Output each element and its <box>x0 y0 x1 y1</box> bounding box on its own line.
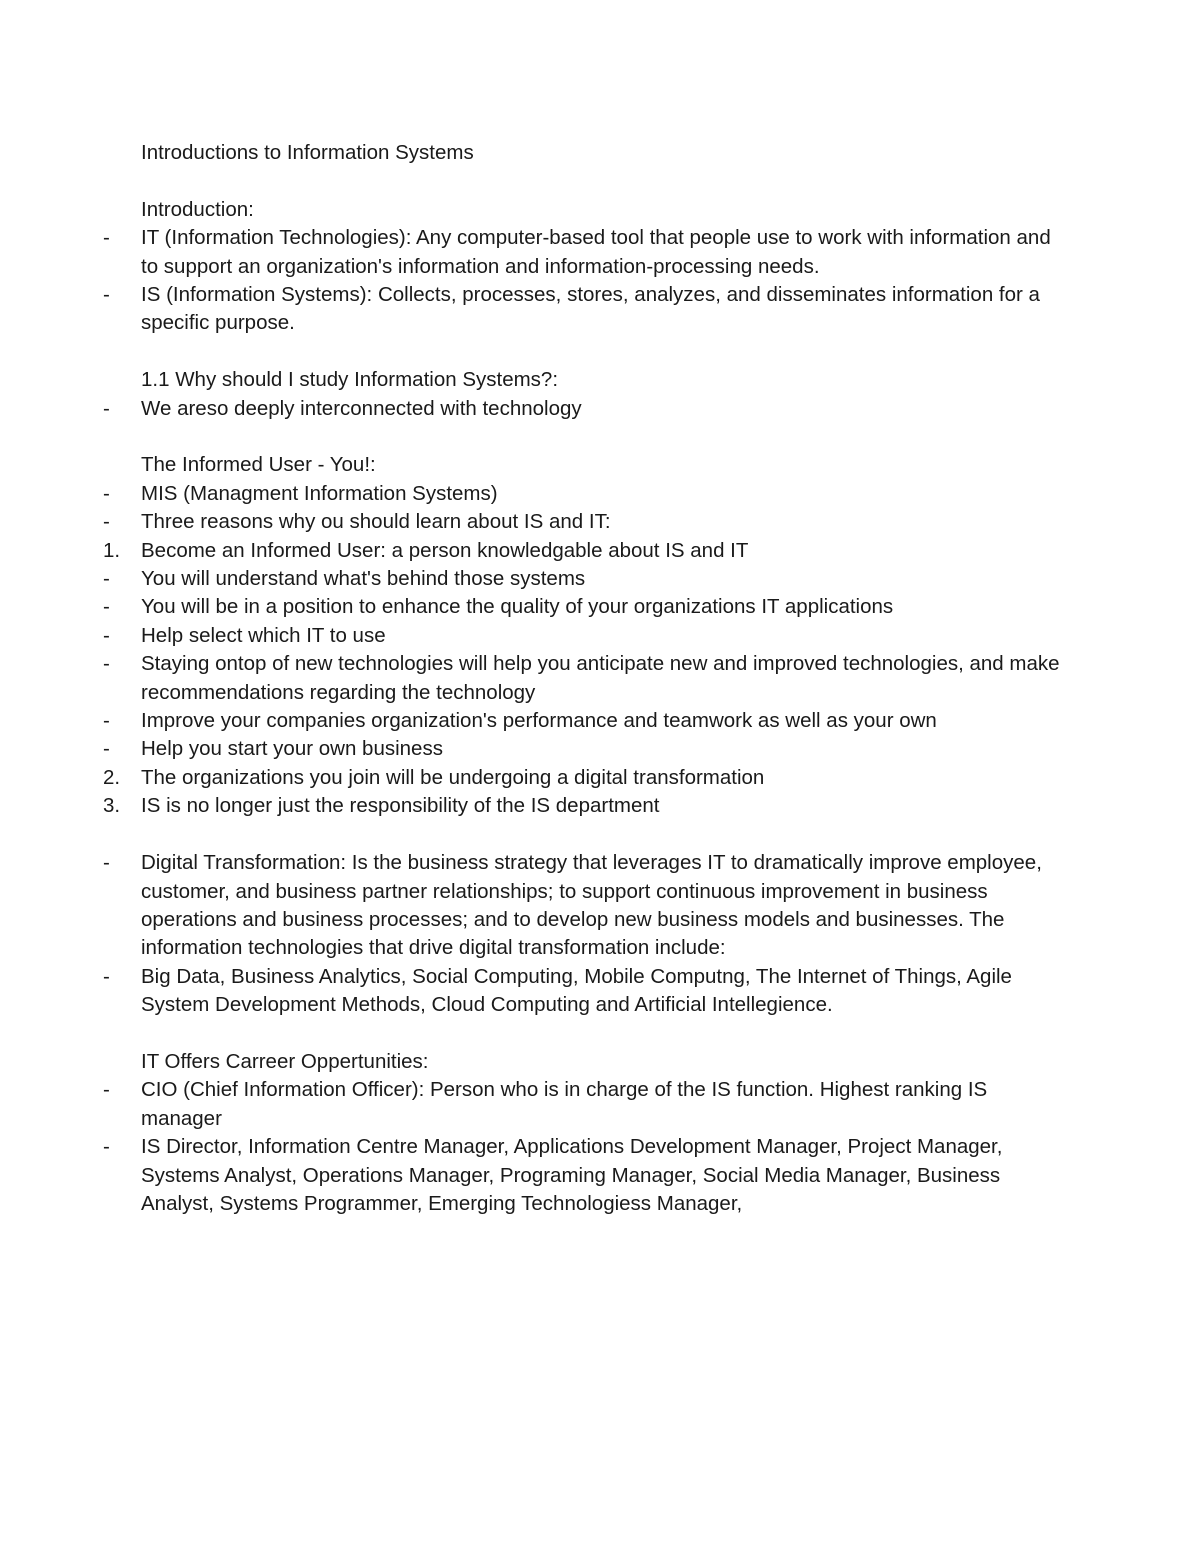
dash-bullet: - <box>103 709 110 733</box>
list-item <box>103 508 1061 536</box>
list-item <box>103 622 1061 650</box>
digital-transformation-list <box>103 849 1061 963</box>
list-item-text: IS is no longer just the responsibility of the IS department <box>141 794 660 818</box>
section-heading-careers: IT Offers Carreer Oppertunities: <box>141 1049 429 1073</box>
list-number: 2. <box>103 765 121 789</box>
dash-bullet: - <box>103 481 110 505</box>
blank-line <box>141 1020 1061 1048</box>
list-item-text: IS (Information Systems): Collects, processes, stores, analyzes, and disseminates information for a specific purpose. <box>141 283 1040 335</box>
list-item-text: You will understand what's behind those systems <box>141 567 586 591</box>
list-item-text: CIO (Chief Information Officer): Person who is in charge of the IS function. Highest ranking IS manager <box>141 1078 988 1130</box>
dash-bullet: - <box>103 964 110 988</box>
dash-bullet: - <box>103 1135 110 1159</box>
dash-bullet: - <box>103 851 110 875</box>
introduction-list <box>103 224 1061 338</box>
document-body <box>103 139 1061 1218</box>
list-item <box>103 849 1061 963</box>
list-item-text: Staying ontop of new technologies will help you anticipate new and improved technologies, and make recommendations regarding the technology <box>141 652 1060 704</box>
list-item-text: Improve your companies organization's performance and teamwork as well as your own <box>141 709 937 733</box>
list-number: 3. <box>103 794 121 818</box>
dash-bullet: - <box>103 226 110 250</box>
list-item <box>103 650 1061 707</box>
list-number: 1. <box>103 538 121 562</box>
dash-bullet: - <box>103 283 110 307</box>
list-item-text: Help select which IT to use <box>141 623 386 647</box>
list-item-text: Help you start your own business <box>141 737 443 761</box>
dash-bullet: - <box>103 396 110 420</box>
blank-line <box>141 167 1061 195</box>
blank-line <box>141 423 1061 451</box>
dash-bullet: - <box>103 567 110 591</box>
list-item-text: The organizations you join will be undergoing a digital transformation <box>141 765 765 789</box>
informed-user-benefits-list <box>103 565 1061 764</box>
dash-bullet: - <box>103 1078 110 1102</box>
list-item-text: Digital Transformation: Is the business strategy that leverages IT to dramatically improve employee, customer, and business partner relationships; to support continuous improvement in business operations and business processes; and to develop new business models and businesses. The information technologies that drive digital transformation include: <box>141 851 1042 960</box>
list-item <box>103 1133 1061 1218</box>
informed-user-list <box>103 480 1061 537</box>
list-item <box>103 707 1061 735</box>
list-item <box>103 395 1061 423</box>
digital-technologies-list <box>103 963 1061 1020</box>
blank-line <box>141 821 1061 849</box>
list-item-text: IT (Information Technologies): Any computer-based tool that people use to work with information and to support an organization's information and information-processing needs. <box>141 226 1051 278</box>
list-item <box>103 480 1061 508</box>
dash-bullet: - <box>103 652 110 676</box>
dash-bullet: - <box>103 737 110 761</box>
list-item-text: You will be in a position to enhance the quality of your organizations IT applications <box>141 595 894 619</box>
reasons-numbered-list-continued <box>103 764 1061 821</box>
reasons-numbered-list <box>103 537 1061 565</box>
list-item-text: MIS (Managment Information Systems) <box>141 481 498 505</box>
list-item <box>103 224 1061 281</box>
section-heading-introduction: Introduction: <box>141 197 254 221</box>
dash-bullet: - <box>103 595 110 619</box>
dash-bullet: - <box>103 510 110 534</box>
list-item-text: Three reasons why ou should learn about IS and IT: <box>141 510 611 534</box>
list-item <box>103 593 1061 621</box>
list-item-text: Become an Informed User: a person knowledgable about IS and IT <box>141 538 749 562</box>
numbered-item <box>103 792 1061 820</box>
list-item <box>103 963 1061 1020</box>
section-heading-informed-user: The Informed User - You!: <box>141 453 376 477</box>
list-item-text: We areso deeply interconnected with technology <box>141 396 582 420</box>
numbered-item <box>103 537 1061 565</box>
list-item <box>103 565 1061 593</box>
dash-bullet: - <box>103 623 110 647</box>
careers-list <box>103 1076 1061 1218</box>
blank-line <box>141 338 1061 366</box>
section-heading-why-study: 1.1 Why should I study Information Systems?: <box>141 368 559 392</box>
list-item-text: IS Director, Information Centre Manager, Applications Development Manager, Project Manager, Systems Analyst, Operations Manager, Programing Manager, Social Media Manager, Business Analyst, Systems Programmer, Emerging Technologiess Manager, <box>141 1135 1003 1215</box>
list-item-text: Big Data, Business Analytics, Social Computing, Mobile Computng, The Internet of Things, Agile System Development Methods, Cloud Computing and Artificial Intellegience. <box>141 964 1012 1017</box>
why-study-list <box>103 395 1061 423</box>
numbered-item <box>103 764 1061 792</box>
document-title: Introductions to Information Systems <box>141 141 474 164</box>
list-item <box>103 1076 1061 1133</box>
list-item <box>103 281 1061 338</box>
list-item <box>103 735 1061 763</box>
